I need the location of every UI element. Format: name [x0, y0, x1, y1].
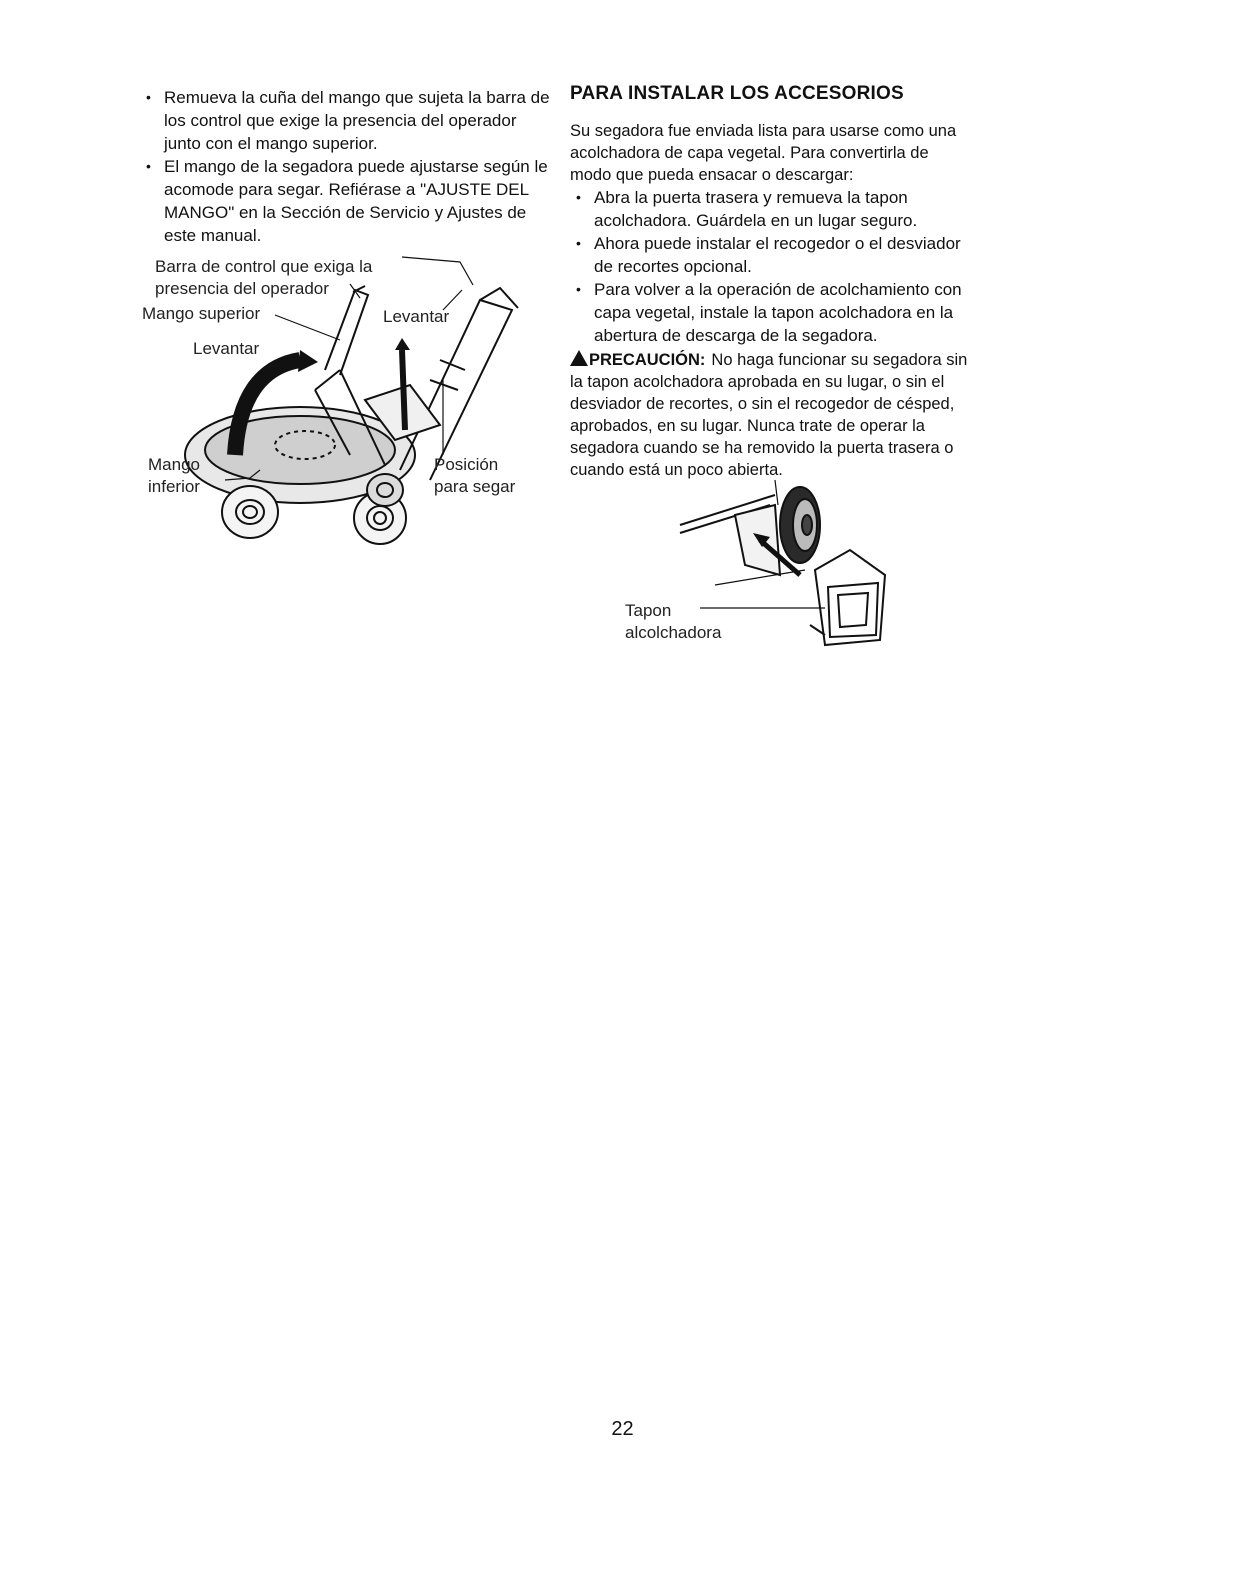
upper-handle-raised: [325, 290, 368, 375]
caution-block: [570, 349, 970, 481]
caution-label: PRECAUCIÓN:: [589, 351, 706, 369]
left-bullet-1: • Remueva la cuña del mango que sujeta la barra de los control que exige la presencia del operador junto con el mango superior.: [140, 86, 550, 155]
label-mowing-position-line2: para segar: [434, 477, 516, 496]
wheel-front-left: [222, 486, 278, 538]
warning-icon: [570, 350, 588, 366]
label-upper-handle: Mango superior: [142, 304, 261, 323]
right-bullet-3: • Para volver a la operación de acolchamiento con capa vegetal, instale la tapon acolchadora en la abertura de descarga de la segadora.: [570, 278, 970, 347]
page-number: 22: [611, 1418, 634, 1440]
left-bullet-list: [140, 86, 550, 247]
label-control-bar-line2: presencia del operador: [155, 279, 329, 298]
rear-tire: [780, 487, 820, 563]
right-bullet-1: • Abra la puerta trasera y remueva la tapon acolchadora. Guárdela en un lugar seguro.: [570, 186, 970, 232]
right-bullet-list: [570, 186, 970, 347]
mulch-plug-illustration: [610, 475, 910, 675]
label-lower-handle-line2: inferior: [148, 477, 200, 496]
label-lift-left: Levantar: [193, 339, 260, 358]
label-mowing-position-line1: Posición: [434, 455, 499, 474]
lift-arrow-right: [402, 350, 405, 430]
right-column: [570, 82, 970, 481]
wheel-rear: [367, 474, 403, 506]
left-column: [140, 86, 550, 247]
mulch-plug: [810, 550, 885, 645]
left-bullet-2: • El mango de la segadora puede ajustarse según le acomode para segar. Refiérase a "AJUSTE DEL MANGO" en la Sección de Servicio y Ajustes de este manual.: [140, 155, 550, 247]
section-heading: PARA INSTALAR LOS ACCESORIOS: [570, 83, 904, 104]
label-lower-handle-line1: Mango: [148, 455, 200, 474]
label-control-bar-line1: Barra de control que exiga la: [155, 257, 373, 276]
label-mulch-plug-line2: alcolchadora: [625, 623, 722, 642]
label-lift-right: Levantar: [383, 307, 450, 326]
right-bullet-2: • Ahora puede instalar el recogedor o el desviador de recortes opcional.: [570, 232, 970, 278]
intro-paragraph: Su segadora fue enviada lista para usarse como una acolchadora de capa vegetal. Para convertirla de modo que pueda ensacar o descargar:: [570, 122, 957, 184]
label-mulch-plug-line1: Tapon: [625, 601, 672, 620]
caution-text: No haga funcionar su segadora sin la tapon acolchadora aprobada en su lugar, o sin el desviador de recortes, o sin el recogedor de césped, aprobados, en su lugar. Nunca trate de operar la segadora cuando se ha removido la puerta trasera o cuando está un poco abierta.: [570, 351, 968, 479]
